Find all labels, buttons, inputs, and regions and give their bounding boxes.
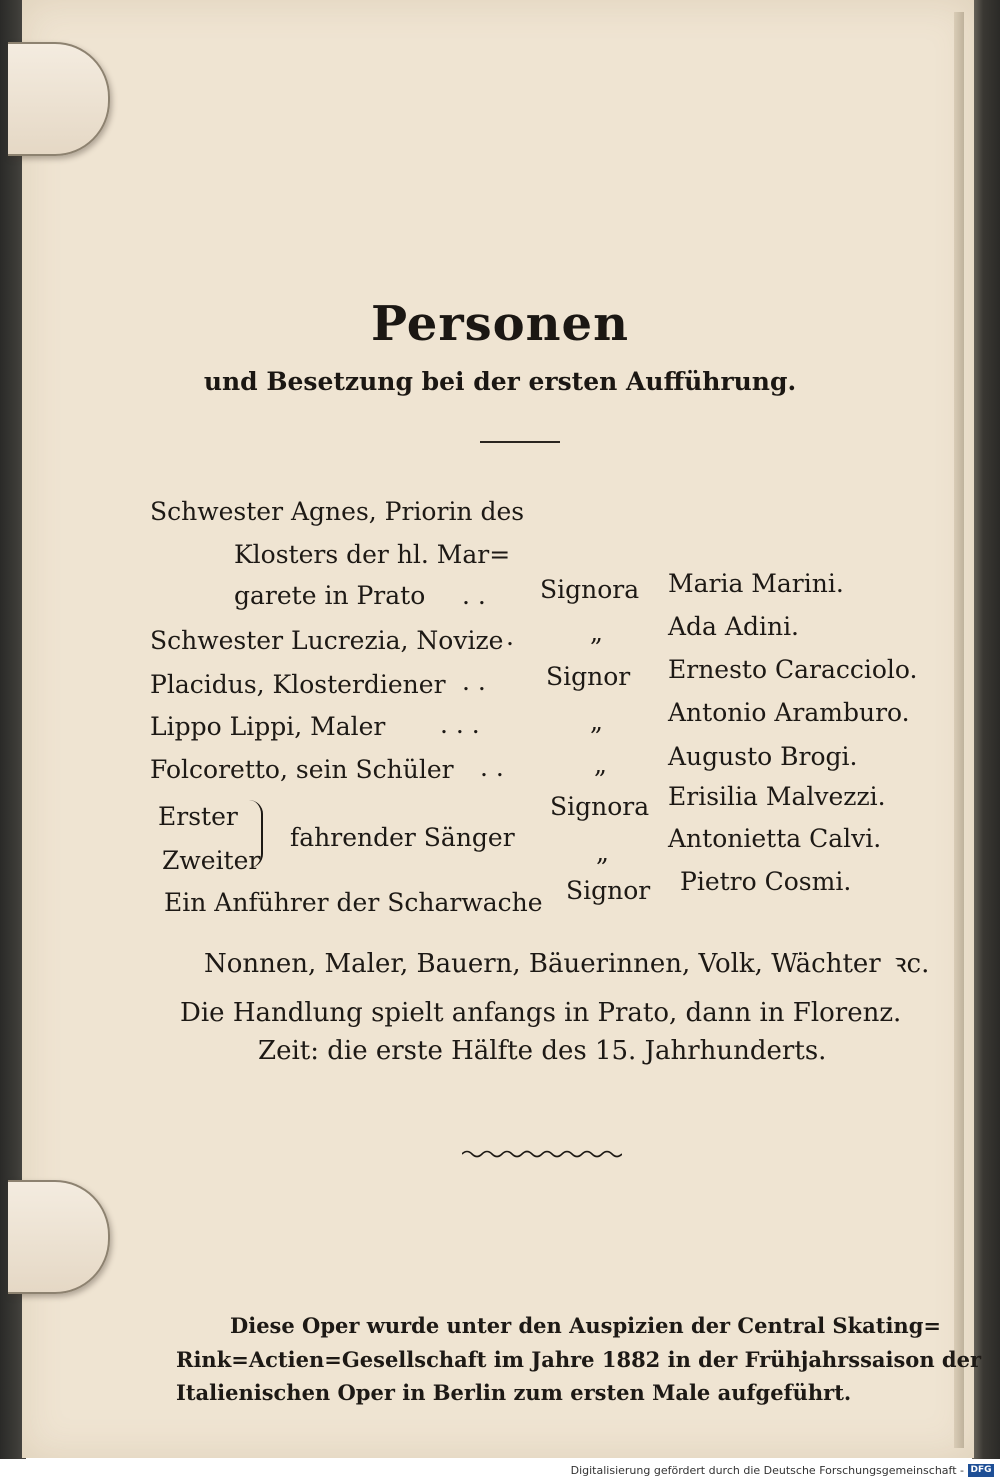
- cast-title-8: Signor: [566, 876, 651, 905]
- cast-performer-3: Ernesto Caracciolo.: [668, 655, 918, 684]
- cast-title-2: „: [590, 618, 603, 647]
- page-edge: [954, 12, 964, 1448]
- cast-dots-5: . .: [480, 753, 504, 782]
- cast-dots-4: . . .: [440, 710, 480, 739]
- cast-performer-5: Augusto Brogi.: [668, 742, 858, 771]
- cast-role-8: Ein Anführer der Scharwache: [164, 888, 543, 917]
- page-subtitle: und Besetzung bei der ersten Aufführung.: [203, 367, 797, 396]
- cast-role-2: Schwester Lucrezia, Novize: [150, 626, 504, 655]
- cast-dots-2: .: [506, 622, 514, 651]
- paper-clip-top: [8, 42, 110, 156]
- title-rule: [480, 441, 560, 443]
- cast-performer-8: Pietro Cosmi.: [680, 867, 852, 896]
- wavy-divider: [462, 1148, 622, 1160]
- cast-title-4: „: [590, 707, 603, 736]
- cast-dots-3: . .: [462, 667, 486, 696]
- cast-dots-1: . .: [462, 581, 486, 610]
- cast-performer-2: Ada Adini.: [668, 612, 800, 641]
- cast-title-1: Signora: [540, 575, 640, 604]
- cast-role-1: Schwester Agnes, Priorin des: [150, 497, 525, 526]
- cast-performer-1: Maria Marini.: [668, 569, 844, 598]
- cast-role-5: Folcoretto, sein Schüler: [150, 755, 454, 784]
- page-title: Personen: [370, 296, 629, 352]
- note-line-2: Rink=Actien=Gesellschaft im Jahre 1882 in der Frühjahrssaison der: [176, 1347, 982, 1372]
- cast-title-6: Signora: [550, 792, 650, 821]
- scanner-background-right: [972, 0, 1000, 1460]
- cast-title-7: „: [596, 838, 609, 867]
- setting-line: Die Handlung spielt anfangs in Prato, dann in Florenz.: [180, 998, 902, 1028]
- paper-clip-bottom: [8, 1180, 110, 1294]
- extras-line: Nonnen, Maler, Bauern, Bäuerinnen, Volk, Wächter ꝛc.: [204, 949, 930, 979]
- cast-group-label: fahrender Sänger: [290, 823, 515, 852]
- cast-performer-6: Erisilia Malvezzi.: [668, 782, 886, 811]
- cast-role-1-cont: Klosters der hl. Mar=: [234, 540, 511, 569]
- cast-performer-4: Antonio Aramburo.: [668, 698, 910, 727]
- footer-credit: Digitalisierung gefördert durch die Deutsche Forschungsgemeinschaft -: [570, 1464, 964, 1477]
- note-line-1: Diese Oper wurde unter den Auspizien der Central Skating=: [230, 1313, 941, 1338]
- cast-role-7: Zweiter: [162, 846, 261, 875]
- dfg-logo: DFG: [968, 1464, 994, 1477]
- cast-performer-7: Antonietta Calvi.: [668, 824, 882, 853]
- cast-title-3: Signor: [546, 662, 631, 691]
- cast-role-4: Lippo Lippi, Maler: [150, 712, 386, 741]
- time-line: Zeit: die erste Hälfte des 15. Jahrhunderts.: [258, 1036, 827, 1066]
- cast-role-6: Erster: [158, 802, 238, 831]
- cast-role-1-end: garete in Prato: [234, 581, 426, 610]
- cast-title-5: „: [594, 750, 607, 779]
- cast-role-3: Placidus, Klosterdiener: [150, 670, 446, 699]
- note-line-3: Italienischen Oper in Berlin zum ersten Male aufgeführt.: [176, 1380, 852, 1405]
